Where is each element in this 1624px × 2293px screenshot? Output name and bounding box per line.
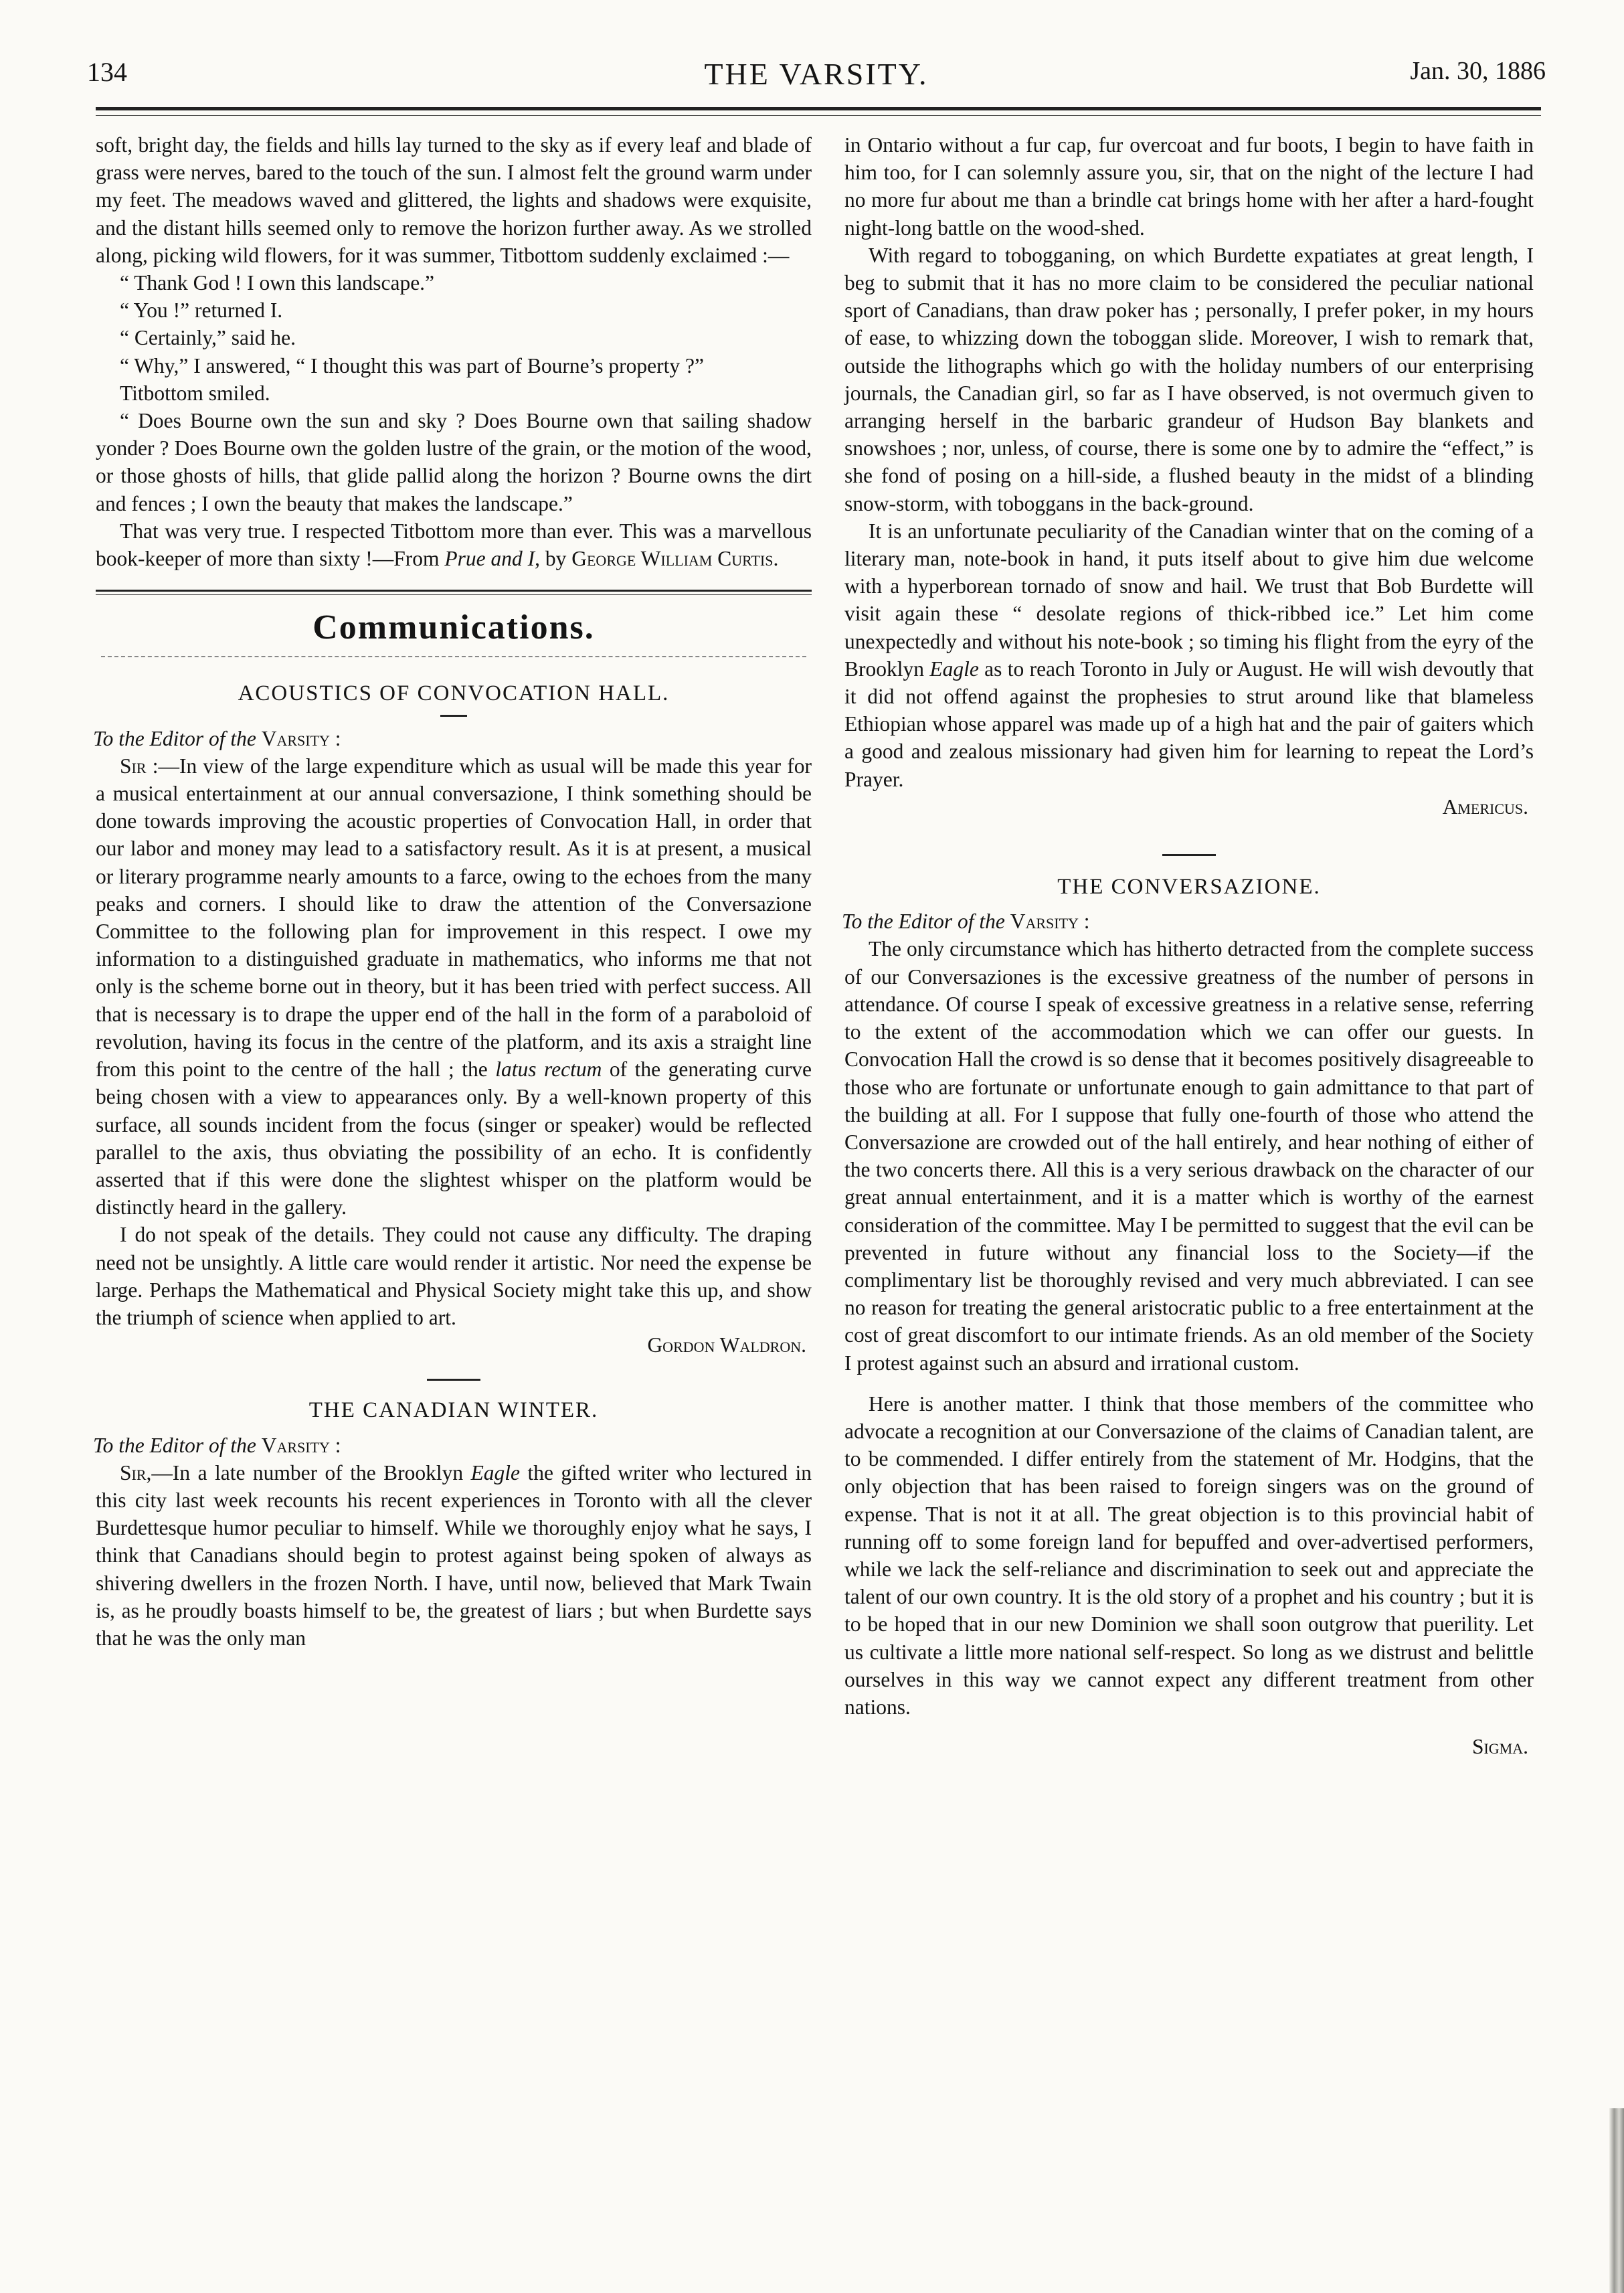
masthead-title: THE VARSITY. (704, 57, 929, 91)
header-rule (96, 107, 1541, 110)
signature-sigma: Sigma. (1471, 1735, 1528, 1759)
acoustics-title: ACOUSTICS OF CONVOCATION HALL. (238, 681, 670, 706)
letter-paragraph: in Ontario without a fur cap, fur overcoat and fur boots, I begin to have faith in him too, for I can solemnly assure you, sir, that on the night of the lecture I had no more fur about me than a brindle cat brings home with her after a hard-fought night-long battle on the wood-shed. (844, 133, 1534, 240)
story-paragraph: “ Thank God ! I own this landscape.” (120, 271, 435, 295)
page-number: 134 (87, 57, 127, 87)
issue-date: Jan. 30, 1886 (1410, 57, 1546, 85)
section-rule (1162, 854, 1216, 856)
author-name: George William Curtis. (571, 547, 779, 571)
story-paragraph: Titbottom smiled. (120, 381, 270, 405)
story-paragraph: “ Why,” I answered, “ I thought this was part of Bourne’s property ?” (120, 353, 704, 377)
binding-edge (1609, 2108, 1624, 2293)
story-paragraph: soft, bright day, the fields and hills lay turned to the sky as if every leaf and blade of grass were nerves, bared to the touch of the sun. I almost felt the ground warm under my feet. The meadows waved and glittered, the lights and shadows were exquisite, and the distant hills seemed only to remove the horizon further away. As we strolled along, picking wild flowers, for it was summer, Titbottom suddenly exclaimed :— (96, 133, 812, 267)
conversazione-salutation: To the Editor of the Varsity : (842, 910, 1090, 934)
section-rule (427, 1379, 480, 1381)
story-paragraph: That was very true. I respected Titbottom more than ever. This was a marvellous book-keeper of more than sixty !—From Prue and I, by George William Curtis. (96, 519, 812, 571)
header-rule-thin (96, 115, 1541, 116)
letter-paragraph: It is an unfortunate peculiarity of the Canadian winter that on the coming of a literary man, note-book in hand, it puts itself about to give him due welcome with a hyperborean tornado of snow and hail. We trust that Bob Burdette will visit again these “ desolate regions of thick-ribbed ice.” Let him come unexpectedly and without his note-book ; so timing his flight from the eyry of the Brooklyn Eagle as to reach Toronto in July or August. He will wish devoutly that it did not offend against the prophesies to strut around like that blameless Ethiopian whose apparel was made up of a high hat and the pair of gaiters which a good and zealous missionary had given him for learning to repeat the Lord’s Prayer. (844, 519, 1534, 791)
story-paragraph: “ Certainly,” said he. (120, 326, 296, 350)
communications-heading: Communications. (312, 608, 595, 647)
winter-title: THE CANADIAN WINTER. (308, 1398, 599, 1423)
book-title: Prue and I (444, 547, 535, 571)
letter-paragraph: With regard to tobogganing, on which Burdette expatiates at great length, I beg to submit that it has no more claim to be considered the peculiar national sport of Canadians, than draw poker has ; personally, I prefer poker, in my hours of ease, to whizzing down the toboggan slide. Moreover, I wish to remark that, outside the lithographs which go with the holiday numbers of our enterprising journals, the Canadian girl, so far as I have observed, is not overmuch given to arranging herself in the barbaric grandeur of Hudson Bay blankets and snowshoes ; nor, unless, of course, there is some one by to admire the “effect,” is she fond of posing on a hill-side, a flushed beauty in the midst of a blinding snow-storm, with toboggans in the back-ground. (844, 243, 1534, 515)
left-column (93, 131, 812, 1652)
page-header (87, 56, 1546, 103)
right-column (844, 131, 1534, 1760)
title-rule (440, 715, 467, 717)
dashed-divider (101, 656, 806, 657)
letter-paragraph: Sir,—In a late number of the Brooklyn Eagle the gifted writer who lectured in this city last week recounts his recent experiences in Toronto with all the clever Burdettesque humor peculiar to himself. While we thoroughly enjoy what he says, I think that Canadians should begin to protest against being spoken of always as shivering dwellers in the frozen North. I have, until now, believed that Mark Twain is, as he proudly boasts himself to be, the greatest of liars ; but when Burdette says that he was the only man (96, 1460, 812, 1650)
winter-salutation: To the Editor of the Varsity : (93, 1433, 341, 1457)
signature-waldron: Gordon Waldron. (647, 1333, 806, 1357)
story-paragraph: “ Does Bourne own the sun and sky ? Does Bourne own that sailing shadow yonder ? Does Bourne own the golden lustre of the grain, or the motion of the wood, or those ghosts of hills, that glide pallid along the horizon ? Bourne owns the dirt and fences ; I own the beauty that makes the landscape.” (96, 409, 812, 515)
acoustics-salutation: To the Editor of the Varsity : (93, 726, 341, 750)
conversazione-title: THE CONVERSAZIONE. (1057, 875, 1321, 900)
section-divider (96, 590, 812, 595)
signature-americus: Americus. (1442, 794, 1528, 819)
letter-paragraph: I do not speak of the details. They could not cause any difficulty. The draping need not be unsightly. A little care would render it artistic. Nor need the expense be large. Perhaps the Mathematical and Physical Society might take this up, and show the triumph of science when applied to art. (96, 1223, 812, 1329)
letter-paragraph: Here is another matter. I think that those members of the committee who advocate a recognition at our Conversazione of the claims of Canadian talent, are to be commended. I differ entirely from the statement of Mr. Hodgins, that the only objection that has been raised to foreign singers was on the ground of expense. That is not it at all. The great objection is to this provincial habit of running off to some foreign land for bepuffed and over-advertised performers, while we lack the self-reliance and discrimination to seek out and appreciate the talent of our own country. It is the old story of a prophet and his country ; but it is to be hoped that in our new Dominion we shall soon outgrow that puerility. Let us cultivate a little more national self-respect. So long as we distrust and belittle ourselves in this way we cannot expect any different treatment from other nations. (844, 1391, 1534, 1719)
letter-paragraph: The only circumstance which has hitherto detracted from the complete success of our Conversaziones is the excessive greatness of the number of persons in attendance. Of course I speak of excessive greatness in a relative sense, referring to the extent of the accommodation which we can offer our guests. In Convocation Hall the crowd is so dense that it becomes positively disagreeable to those who are fortunate or unfortunate enough to gain admittance to that part of the building at all. For I suppose that fully one-fourth of those who attend the Conversazione are crowded out of the hall entirely, and hear nothing of either of the two concerts there. All this is a very serious drawback on the character of our great annual entertainment, and it is a matter which is worthy of the earnest consideration of the committee. May I be permitted to suggest that the evil can be prevented in future without any financial loss to the Society—if the complimentary list be thoroughly revised and very much abbreviated. I can see no reason for treating the general aristocratic public to a free entertainment at the cost of great discomfort to our intimate friends. As an old member of the Society I protest against such an absurd and irrational custom. (844, 937, 1534, 1375)
story-paragraph: “ You !” returned I. (120, 299, 283, 323)
letter-paragraph: Sir :—In view of the large expenditure which as usual will be made this year for a musical entertainment at our annual conversazione, I think something should be done towards improving the acoustic properties of Convocation Hall, in order that our labor and money may lead to a satisfactory result. As it is at present, a musical or literary programme nearly amounts to a farce, owing to the echoes from the many peaks and corners. I should like to draw the attention of the Conversazione Committee to the following plan for improvement in this respect. I owe my information to a distinguished graduate in mathematics, who informs me that not only is the scheme borne out in theory, but it has been tried with perfect success. All that is necessary is to drape the upper end of the hall in the form of a paraboloid of revolution, having its focus in the centre of the platform, and its axis a straight line from this point to the centre of the hall ; the latus rectum of the generating curve being chosen with a view to appearances only. By a well-known property of this surface, all sounds incident from the focus (singer or speaker) would be reflected parallel to the axis, thus obviating the possibility of an echo. It is confidently asserted that if this were done the slightest whisper on the platform would be distinctly heard in the gallery. (96, 754, 812, 1219)
